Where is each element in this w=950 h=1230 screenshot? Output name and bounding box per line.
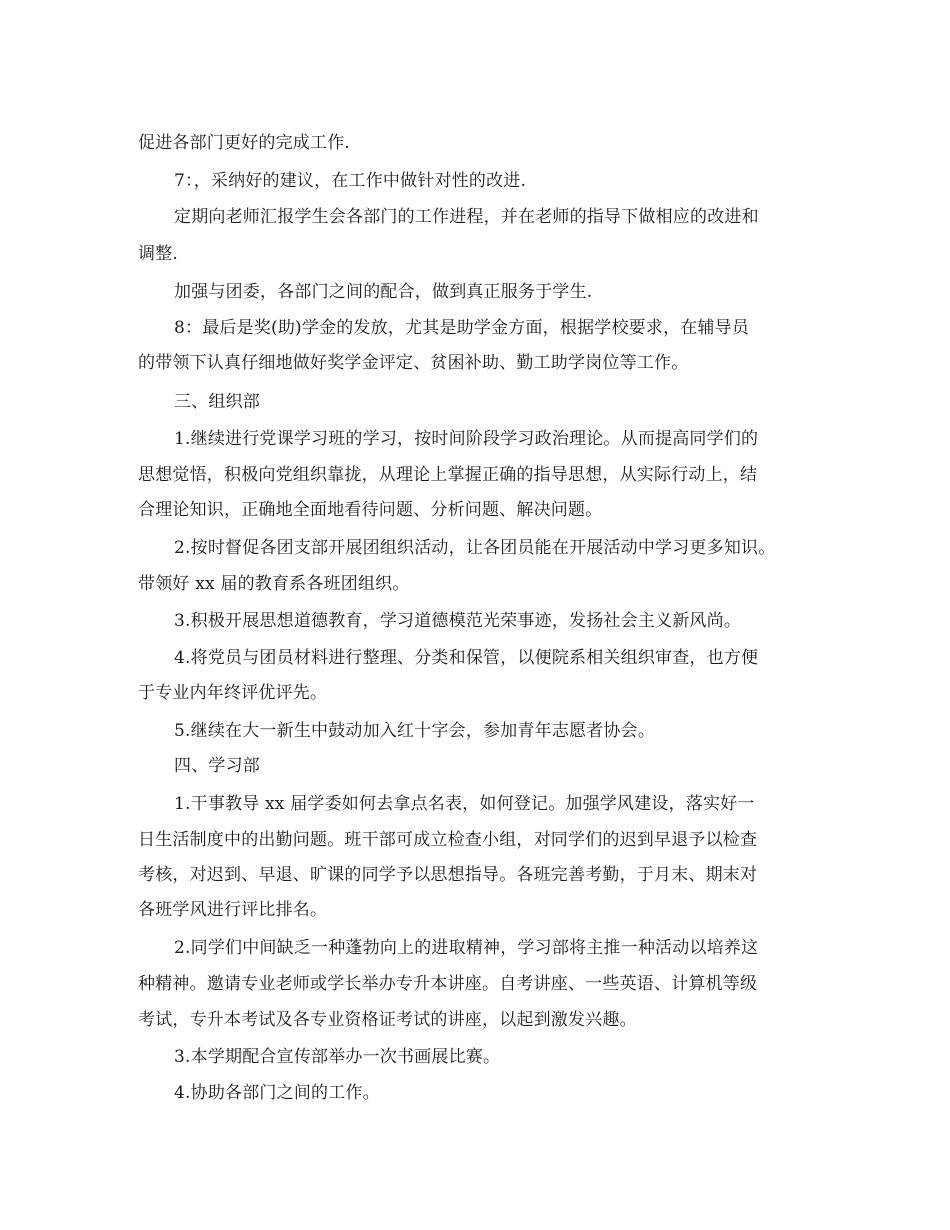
text-line: 考核，对迟到、早退、旷课的同学予以思想指导。各班完善考勤，于月末、期末对 [138, 865, 758, 885]
text-line: 2.按时督促各团支部开展团组织活动，让各团员能在开展活动中学习更多知识。 [174, 538, 776, 558]
text-line: 3.本学期配合宣传部举办一次书画展比赛。 [174, 1047, 501, 1067]
text-line: 4.协助各部门之间的工作。 [174, 1083, 380, 1103]
section-heading: 三、组织部 [174, 392, 260, 412]
text-line: 3.积极开展思想道德教育，学习道德模范光荣事迹，发扬社会主义新风尚。 [174, 611, 742, 631]
text-line: 合理论知识，正确地全面地看待问题、分析问题、解决问题。 [138, 500, 603, 520]
text-line: 1.继续进行党课学习班的学习，按时间阶段学习政治理论。从而提高同学们的 [174, 429, 759, 449]
text-line: 1.干事教导 xx 届学委如何去拿点名表，如何登记。加强学风建设，落实好一 [174, 794, 755, 814]
text-line: 定期向老师汇报学生会各部门的工作进程，并在老师的指导下做相应的改进和 [174, 207, 759, 227]
text-line: 促进各部门更好的完成工作. [138, 133, 351, 153]
text-line: 带领好 xx 届的教育系各班团组织。 [138, 574, 410, 594]
text-line: 于专业内年终评优评先。 [138, 683, 328, 703]
text-line: 7：，采纳好的建议，在工作中做针对性的改进. [174, 171, 527, 191]
text-line: 考试，专升本考试及各专业资格证考试的讲座，以起到激发兴趣。 [138, 1010, 637, 1030]
text-line: 各班学风进行评比排名。 [138, 900, 328, 920]
text-line: 日生活制度中的出勤问题。班干部可成立检查小组，对同学们的迟到早退予以检查 [138, 830, 758, 850]
text-line: 种精神。邀请专业老师或学长举办专升本讲座。自考讲座、一些英语、计算机等级 [138, 974, 758, 994]
section-heading: 四、学习部 [174, 756, 260, 776]
text-line: 加强与团委，各部门之间的配合，做到真正服务于学生. [174, 282, 593, 302]
text-line: 8：最后是奖(助)学金的发放，尤其是助学金方面，根据学校要求，在辅导员 [174, 318, 750, 338]
text-line: 4.将党员与团员材料进行整理、分类和保管，以便院系相关组织审查，也方便 [174, 648, 759, 668]
text-line: 思想觉悟，积极向党组织靠拢，从理论上掌握正确的指导思想，从实际行动上，结 [138, 465, 758, 485]
text-line: 5.继续在大一新生中鼓动加入红十字会，参加青年志愿者协会。 [174, 721, 656, 741]
text-line: 调整. [138, 244, 179, 264]
text-line: 2.同学们中间缺乏一种蓬勃向上的进取精神，学习部将主推一种活动以培养这 [174, 938, 759, 958]
text-line: 的带领下认真仔细地做好奖学金评定、贫困补助、勤工助学岗位等工作。 [138, 353, 689, 373]
